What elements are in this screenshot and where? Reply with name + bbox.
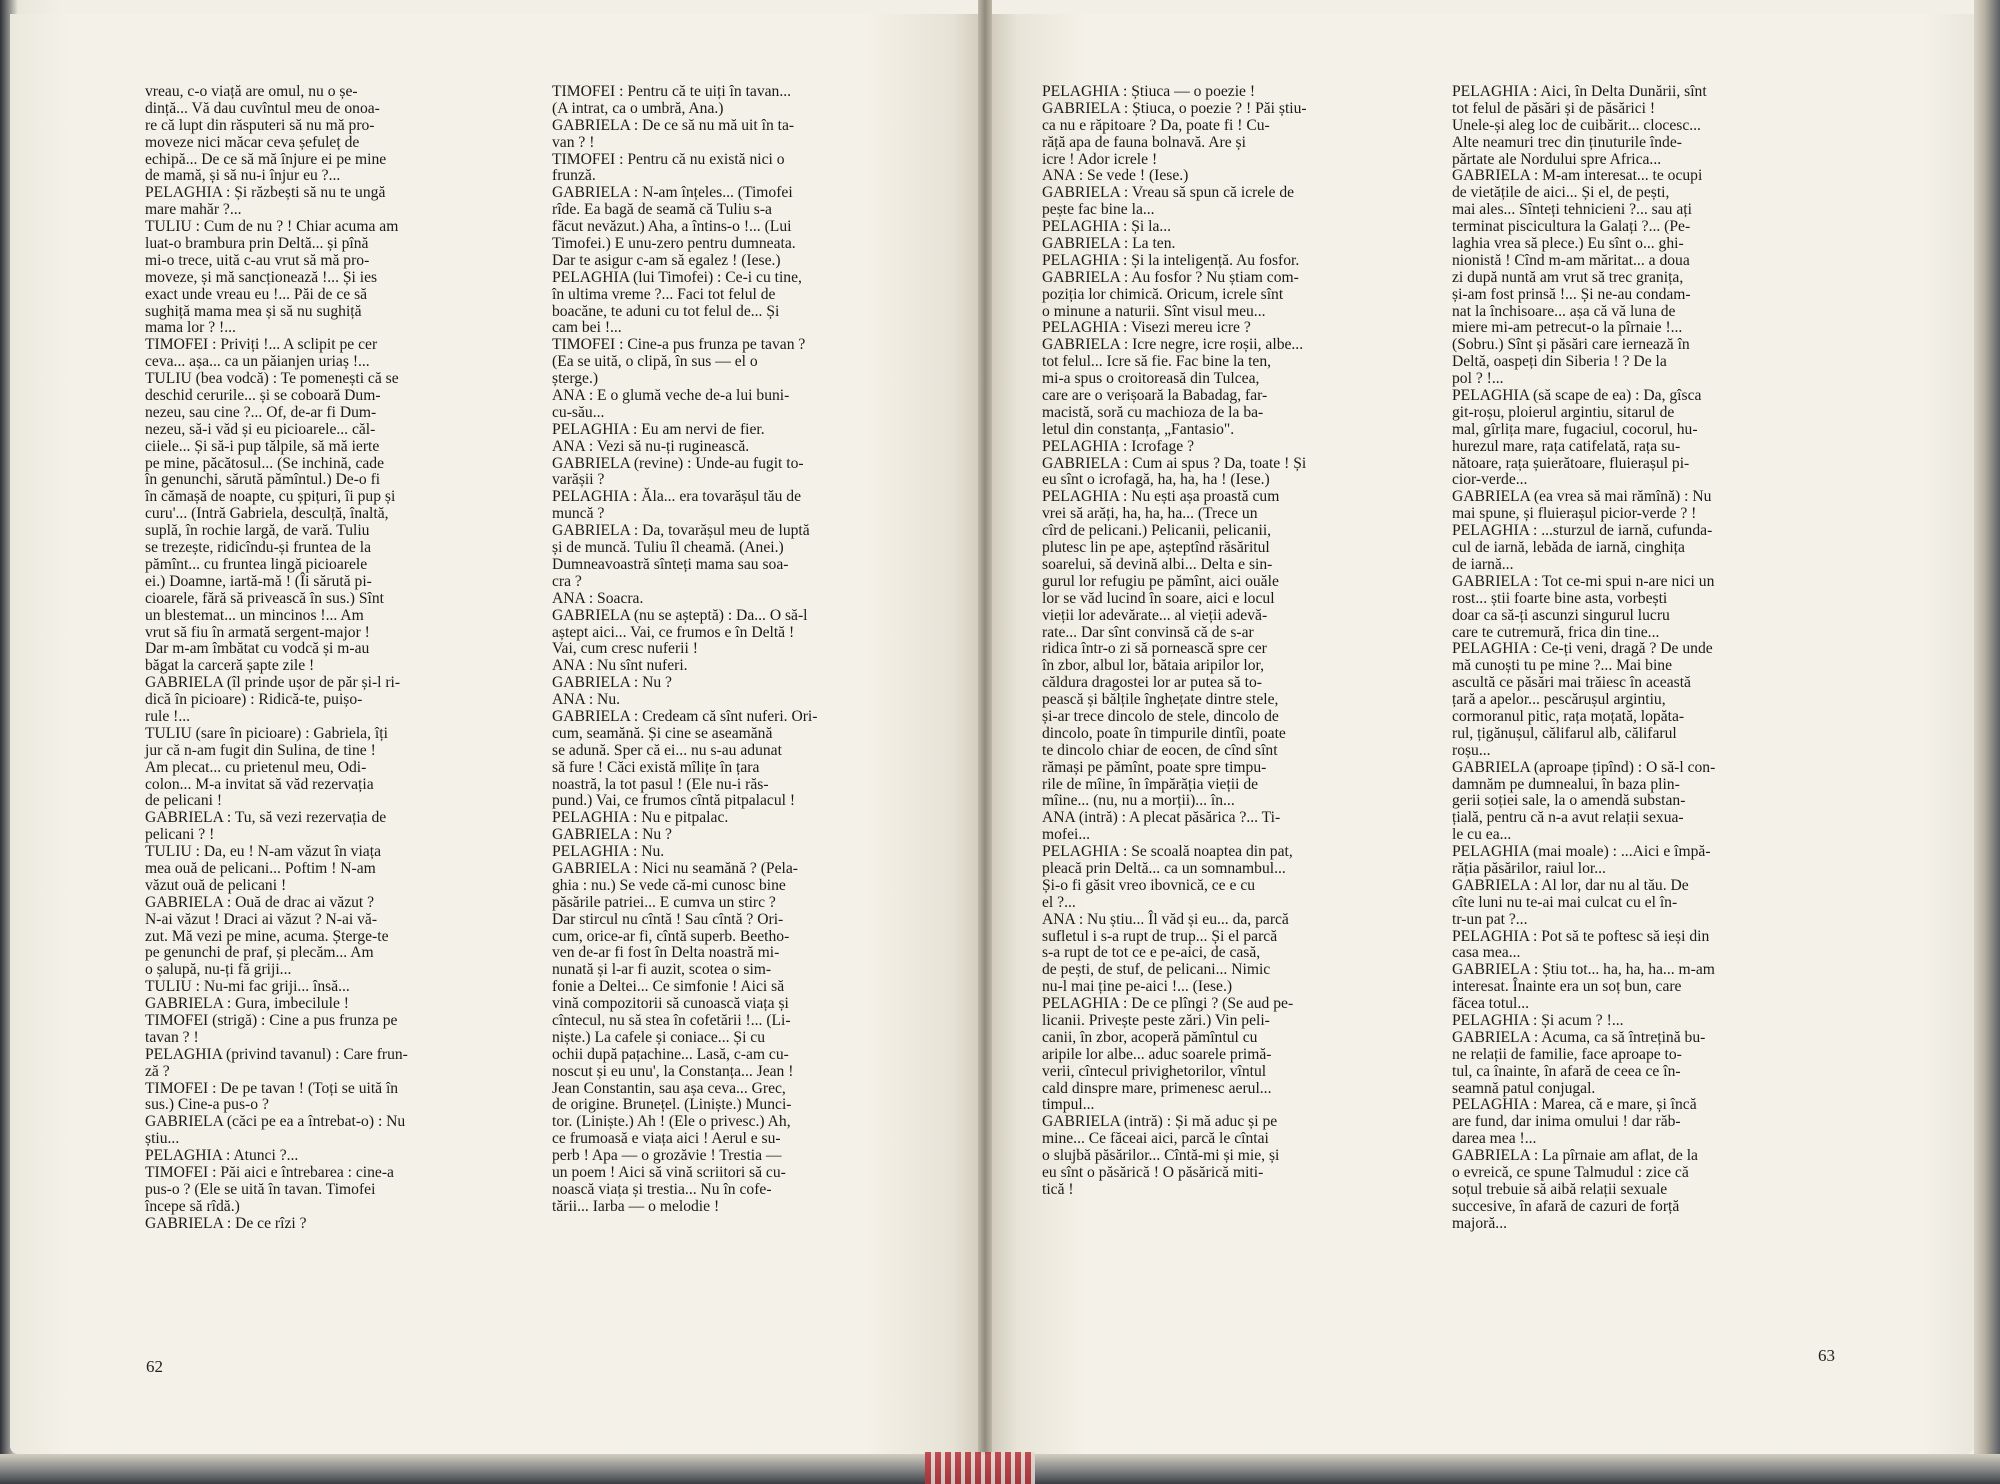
text-line: pe genunchi de praf, și plecăm... Am — [145, 944, 374, 962]
text-line: GABRIELA (aproape țipînd) : O să-l con- — [1452, 758, 1716, 776]
text-line: s-a rupt de tot ce e pe-aici, de casă, — [1042, 944, 1261, 962]
text-line: cra ? — [552, 572, 582, 590]
text-line: moveze, și mă sancționează !... Și ies — [145, 268, 378, 286]
text-line: tr-un pat ?... — [1452, 910, 1528, 928]
text-line: cam bei !... — [552, 319, 622, 337]
text-line: PELAGHIA : Eu am nervi de fier. — [552, 420, 765, 438]
text-line: mîine... (nu, nu a morții)... în... — [1042, 792, 1235, 810]
text-line: mofei... — [1042, 826, 1091, 844]
text-line: tot felul... Icre să fie. Fac bine la ten, — [1042, 353, 1272, 371]
text-line: re că lupt din răsputeri să nu mă pro- — [145, 116, 375, 134]
text-line: fonie a Deltei... Ce simfonie ! Aici să — [552, 978, 785, 996]
left-page-column-1 — [145, 84, 517, 1233]
text-line: mi-o trece, uită c-au vrut să mă pro- — [145, 251, 370, 269]
text-line: PELAGHIA : Ce-ți veni, dragă ? De unde — [1452, 640, 1713, 658]
text-line: TIMOFEI : Pentru că te uiți în tavan... — [552, 83, 792, 100]
text-line: PELAGHIA : Aici, în Delta Dunării, sînt — [1452, 83, 1707, 100]
text-line: canii, în zbor, acoperă pămîntul cu — [1042, 1028, 1258, 1046]
text-line: icre ! Ador icrele ! — [1042, 150, 1158, 168]
text-line: boacăne, te aduni cu tot felul de... Și — [552, 302, 780, 320]
text-line: mare mahăr ?... — [145, 201, 242, 219]
text-line: în genunchi, sărută pămîntul.) De-o fi — [145, 471, 381, 489]
text-line: GABRIELA (ea vrea să mai rămînă) : Nu — [1452, 488, 1712, 506]
text-line: dință... Vă dau cuvîntul meu de onoa- — [145, 99, 380, 117]
page-number-right: 63 — [1818, 1346, 1835, 1365]
text-line: o minune a naturii. Sînt visul meu... — [1042, 302, 1266, 320]
text-line: și de muncă. Tuliu îl cheamă. (Anei.) — [552, 539, 784, 557]
text-line: curu'... (Intră Gabriela, desculță, înaltă, — [145, 505, 389, 523]
text-line: aripile lor albe... aduc soarele primă- — [1042, 1045, 1272, 1063]
text-line: în cămașă de noapte, cu șpițuri, îi pup și — [145, 488, 396, 506]
text-line: GABRIELA : De ce rîzi ? — [145, 1214, 307, 1232]
text-line: licanii. Privește peste zări.) Vin peli- — [1042, 1011, 1270, 1029]
text-line: PELAGHIA : Visezi mereu icre ? — [1042, 319, 1251, 337]
bookmark-ribbon — [925, 1452, 1035, 1484]
text-line: băgat la carceră șapte zile ! — [145, 657, 315, 675]
text-line: rule !... — [145, 707, 191, 725]
text-line: începe să rîdă.) — [145, 1197, 240, 1215]
text-line: PELAGHIA : De ce plîngi ? (Se aud pe- — [1042, 995, 1294, 1013]
text-line: PELAGHIA : Și răzbești să nu te ungă — [145, 184, 386, 202]
text-line: cum, seamănă. Și cine se aseamănă — [552, 724, 773, 742]
text-line: frunză. — [552, 167, 596, 185]
text-line: de mamă, și să nu-i înjur eu ?... — [145, 167, 341, 185]
text-line: în ultima vreme ?... Faci tot felul de — [552, 285, 776, 303]
text-line: rul, țigănușul, călifarul alb, călifarul — [1452, 724, 1677, 742]
text-line: și-am fost prinsă !... Și ne-au condam- — [1452, 285, 1691, 303]
text-line: ANA : Soacra. — [552, 589, 644, 607]
text-line: van ? ! — [552, 133, 595, 151]
text-line: pund.) Vai, ce frumos cîntă pitpalacul ! — [552, 792, 796, 810]
text-line: cîntecul, nu să stea în cofetării !... (Li- — [552, 1011, 791, 1029]
text-line: GABRIELA : La ten. — [1042, 235, 1176, 253]
text-line: Dumneavoastră sînteți mama sau soa- — [552, 555, 789, 573]
text-line: soarelui, să devină albi... Delta e sin- — [1042, 555, 1273, 573]
text-line: TIMOFEI : Priviți !... A sclipit pe cer — [145, 336, 378, 354]
text-line: Și-o fi găsit vreo ibovnică, ce e cu — [1042, 876, 1256, 894]
text-line: nat la închisoare... așa că vă luna de — [1452, 302, 1676, 320]
text-line: macistă, soră cu machioza de la ba- — [1042, 403, 1264, 421]
text-line: tor. (Liniște.) Ah ! (Ele o privesc.) Ah, — [552, 1113, 791, 1131]
text-line: GABRIELA (revine) : Unde-au fugit to- — [552, 454, 804, 472]
text-line: făcea totul... — [1452, 995, 1530, 1013]
text-line: GABRIELA : Nici nu seamănă ? (Pela- — [552, 859, 798, 877]
text-line: ca nu e răpitoare ? Da, poate fi ! Cu- — [1042, 116, 1270, 134]
text-line: tul, ca înainte, în afară de ceea ce în- — [1452, 1062, 1681, 1080]
text-line: Alte neamuri trec din ținuturile înde- — [1452, 133, 1682, 151]
text-line: gerii soției sale, la o amendă substan- — [1452, 792, 1686, 810]
text-line: Am plecat... cu prietenul meu, Odi- — [145, 758, 367, 776]
text-line: succesive, în afară de cazuri de forță — [1452, 1197, 1680, 1215]
text-line: te dincolo chiar de eocen, de cînd sînt — [1042, 741, 1278, 759]
text-line: GABRIELA : Știuca, o poezie ? ! Păi știu- — [1042, 99, 1307, 117]
text-line: seamnă patul conjugal. — [1452, 1079, 1596, 1097]
text-line: cu-său... — [552, 403, 605, 421]
text-line: GABRIELA : Ouă de drac ai văzut ? — [145, 893, 375, 911]
text-line: deschid cerurile... și se coboară Dum- — [145, 387, 381, 405]
text-line: ce frumoasă e viața aici ! Aerul e su- — [552, 1130, 781, 1148]
text-line: ascultă ce păsări mai trăiesc în această — [1452, 674, 1691, 692]
text-line: interesat. Înainte era un soț bun, care — [1452, 978, 1682, 996]
text-line: moveze nici măcar ceva șefuleț de — [145, 133, 360, 151]
text-line: PELAGHIA : Ăla... era tovarășul tău de — [552, 488, 801, 506]
text-line: GABRIELA : Da, tovarășul meu de luptă — [552, 522, 810, 540]
text-line: GABRIELA : Tu, să vezi rezervația de — [145, 809, 387, 827]
text-line: jur că n-am fugit din Sulina, de tine ! — [145, 741, 376, 759]
text-line: o slujbă păsărilor... Cîntă-mi și mie, și — [1042, 1147, 1280, 1165]
text-line: TULIU : Nu-mi fac griji... însă... — [145, 978, 350, 996]
text-line: căldura dragostei lor ar putea să to- — [1042, 674, 1262, 692]
text-line: nionistă ! Cînd m-am măritat... a doua — [1452, 251, 1690, 269]
text-line: ochii după pațachine... Lasă, c-am cu- — [552, 1045, 789, 1063]
text-line: GABRIELA : Acuma, ca să întrețină bu- — [1452, 1028, 1706, 1046]
text-line: PELAGHIA : Se scoală noaptea din pat, — [1042, 843, 1293, 861]
text-line: mai ales... Sînteți tehnicieni ?... sau ați — [1452, 201, 1692, 219]
text-line: mal, gîrlița mare, fugaciul, cocorul, hu- — [1452, 420, 1698, 438]
text-line: noastră, la tot pasul ! (Ele nu-i răs- — [552, 775, 769, 793]
text-line: ANA : Se vede ! (Iese.) — [1042, 167, 1189, 185]
text-line: Dar m-am îmbătat cu vodcă și m-au — [145, 640, 370, 658]
text-line: GABRIELA : La pîrnaie am aflat, de la — [1452, 1147, 1698, 1165]
text-line: TIMOFEI : Pentru că nu există nici o — [552, 150, 785, 168]
text-line: nunată și l-ar fi auzit, scotea o sim- — [552, 961, 772, 979]
text-line: dică în picioare) : Ridică-te, puișo- — [145, 691, 363, 709]
text-line: rost... știi foarte bine asta, vorbești — [1452, 589, 1668, 607]
text-line: de iarnă... — [1452, 555, 1514, 573]
text-line: GABRIELA : Tot ce-mi spui n-are nici un — [1452, 572, 1715, 590]
text-line: GABRIELA : Au fosfor ? Nu știam com- — [1042, 268, 1299, 286]
text-line: TULIU (sare în picioare) : Gabriela, îți — [145, 724, 388, 742]
text-line: timpul... — [1042, 1096, 1095, 1114]
text-line: eu sînt o păsărică ! O păsărică miti- — [1042, 1164, 1264, 1181]
text-line: pește fac bine la... — [1042, 201, 1155, 219]
text-line: tavan ? ! — [145, 1028, 199, 1046]
text-line: GABRIELA : Al lor, dar nu al tău. De — [1452, 876, 1689, 894]
text-line: TIMOFEI : Păi aici e întrebarea : cine-a — [145, 1164, 394, 1181]
text-line: nătoare, rața șuierătoare, fluierașul pi- — [1452, 454, 1690, 472]
text-line: cul de iarnă, lebăda de iarnă, cinghița — [1452, 539, 1685, 557]
text-line: mai spune, și fluierașul picior-verde ? ! — [1452, 505, 1697, 523]
text-line: darea mea !... — [1452, 1130, 1537, 1148]
text-line: (A intrat, ca o umbră, Ana.) — [552, 99, 724, 117]
text-line: pelicani ? ! — [145, 826, 215, 844]
text-line: ANA : Nu știu... Îl văd și eu... da, parcă — [1042, 910, 1289, 928]
text-line: majoră... — [1452, 1214, 1507, 1232]
text-line: casa mea... — [1452, 944, 1521, 962]
text-line: GABRIELA : M-am interesat... te ocupi — [1452, 167, 1703, 185]
text-line: git-roșu, ploierul argintiu, sitarul de — [1452, 403, 1675, 421]
text-line: GABRIELA (îl prinde ușor de păr și-l ri- — [145, 674, 401, 692]
text-line: PELAGHIA (mai moale) : ...Aici e împă- — [1452, 843, 1711, 861]
text-line: TIMOFEI (strigă) : Cine a pus frunza pe — [145, 1011, 398, 1029]
text-line: colon... M-a invitat să văd rezervația — [145, 775, 374, 793]
text-line: cioarele, fără să privească în sus.) Sînt — [145, 589, 385, 607]
text-line: niște.) La cafele și coniace... Și cu — [552, 1028, 766, 1046]
text-line: TIMOFEI : Cine-a pus frunza pe tavan ? — [552, 336, 806, 354]
text-line: PELAGHIA : Nu ești așa proastă cum — [1042, 488, 1280, 506]
text-line: sughiță mama mea și să nu sughiță — [145, 302, 362, 320]
text-line: plutesc lin pe ape, așteptînd răsăritul — [1042, 539, 1270, 557]
text-line: se adună. Sper că ei... nu s-au adunat — [552, 741, 782, 759]
text-line: cormoranul pitic, rața moțată, lopăta- — [1452, 707, 1685, 725]
text-line: nezeu, sau cine ?... Of, de-ar fi Dum- — [145, 403, 377, 421]
text-line: ANA : Nu. — [552, 691, 621, 709]
text-line: ză ? — [145, 1062, 170, 1080]
text-line: de pești, de stuf, de pelicani... Nimic — [1042, 961, 1271, 979]
text-line: un poem ! Aici să vină scriitori să cu- — [552, 1164, 786, 1181]
text-line: terminat piscicultura la Galați ?... (Pe- — [1452, 218, 1691, 236]
text-line: are fund, dar inima omului ! dar răb- — [1452, 1113, 1681, 1131]
text-line: vieții lor adevărate... al vieții adevă- — [1042, 606, 1268, 624]
text-line: ciiele... Și să-i pup tălpile, să mă ierte — [145, 437, 380, 455]
text-line: de origine. Brunețel. (Liniște.) Munci- — [552, 1096, 792, 1114]
text-line: miere mi-am petrecut-o la pîrnaie !... — [1452, 319, 1683, 337]
text-line: PELAGHIA : Marea, că e mare, și încă — [1452, 1096, 1697, 1114]
text-line: PELAGHIA : Nu e pitpalac. — [552, 809, 729, 827]
text-line: Timofei.) E unu-zero pentru dumneata. — [552, 235, 796, 253]
text-line: păsările patriei... E cumva un stirc ? — [552, 893, 776, 911]
text-line: tării... Iarba — o melodie ! — [552, 1197, 720, 1215]
text-line: PELAGHIA : Și la inteligență. Au fosfor. — [1042, 251, 1300, 269]
text-line: vină compozitorii să cunoască viața și — [552, 995, 789, 1013]
text-line: ghia : nu.) Se vede că-mi cunosc bine — [552, 876, 786, 894]
text-line: (Ea se uită, o clipă, în sus — el o — [552, 353, 758, 371]
text-line: în zbor, albul lor, bătaia aripilor lor, — [1042, 657, 1264, 675]
text-line: pămînt... cu fruntea lingă picioarele — [145, 555, 368, 573]
text-line: pleacă prin Deltă... ca un somnambul... — [1042, 859, 1286, 877]
text-line: PELAGHIA : Nu. — [552, 843, 665, 861]
text-line: sus.) Cine-a pus-o ? — [145, 1096, 269, 1114]
text-line: gurul lor refugiu pe pămînt, aici ouăle — [1042, 572, 1279, 590]
text-line: ne relații de familie, face aproape to- — [1452, 1045, 1682, 1063]
book-gutter — [978, 0, 992, 1484]
text-line: Unele-și aleg loc de cuibărit... clocesc... — [1452, 116, 1701, 134]
text-line: roșu... — [1452, 741, 1491, 759]
text-line: și-ar trece dincolo de stele, dincolo de — [1042, 707, 1279, 725]
text-line: care are o verișoară la Babadag, far- — [1042, 387, 1268, 405]
text-line: suplă, în rochie largă, de vară. Tuliu — [145, 522, 370, 540]
text-line: ANA : E o glumă veche de-a lui buni- — [552, 387, 790, 405]
text-line: eu sînt o icrofagă, ha, ha, ha ! (Iese.) — [1042, 471, 1270, 489]
text-line: GABRIELA : De ce să nu mă uit în ta- — [552, 116, 795, 134]
text-line: ceva... așa... ca un păianjen uriaș !... — [145, 353, 370, 371]
text-line: hurezul mare, rața catifelată, rața su- — [1452, 437, 1681, 455]
text-line: verii, cîntecul privighetorilor, vîntul — [1042, 1062, 1267, 1080]
text-line: muncă ? — [552, 505, 605, 523]
text-line: exact unde vreau eu !... Păi de ce să — [145, 285, 368, 303]
text-line: TIMOFEI : De pe tavan ! (Toți se uită în — [145, 1079, 399, 1097]
right-page-column-1 — [1042, 84, 1414, 1199]
text-line: pus-o ? (Ele se uită în tavan. Timofei — [145, 1180, 376, 1198]
text-line: făcut nevăzut.) Aha, a întins-o !... (Lui — [552, 218, 792, 236]
text-line: ANA : Nu sînt nuferi. — [552, 657, 688, 675]
text-line: GABRIELA : Cum ai spus ? Da, toate ! Și — [1042, 454, 1307, 472]
text-line: PELAGHIA : Atunci ?... — [145, 1147, 299, 1165]
text-line: tot felul de păsări și de păsărici ! — [1452, 99, 1656, 117]
text-line: de vietățile de aici... Și el, de pești, — [1452, 184, 1670, 202]
text-line: nu-l mai ține pe-aici !... (Iese.) — [1042, 978, 1233, 996]
text-line: răță apa de fauna bolnavă. Are și — [1042, 133, 1246, 151]
text-line: de pelicani ! — [145, 792, 223, 810]
text-line: ven de-ar fi fost în Delta noastră mi- — [552, 944, 780, 962]
text-line: PELAGHIA : Pot să te poftesc să ieși din — [1452, 927, 1710, 945]
text-line: echipă... De ce să mă înjure ei pe mine — [145, 150, 387, 168]
text-line: GABRIELA : Icre negre, icre roșii, albe... — [1042, 336, 1304, 354]
text-line: GABRIELA : Credeam că sînt nuferi. Ori- — [552, 707, 818, 725]
text-line: răția păsărilor, raiul lor... — [1452, 859, 1606, 877]
text-line: GABRIELA (căci pe ea a întrebat-o) : Nu — [145, 1113, 406, 1131]
text-line: perb ! Apa — o grozăvie ! Trestia — — [552, 1147, 782, 1165]
text-line: cior-verde... — [1452, 471, 1528, 489]
text-line: GABRIELA (intră) : Și mă aduc și pe — [1042, 1113, 1278, 1131]
text-line: Jean Constantin, sau așa ceva... Grec, — [552, 1079, 786, 1097]
text-line: se trezește, ridicîndu-și fruntea de la — [145, 539, 372, 557]
text-line: rîde. Ea bagă de seamă că Tuliu s-a — [552, 201, 772, 219]
text-line: cum, orice-ar fi, cîntă superb. Beetho- — [552, 927, 790, 945]
text-line: un blestemat... un mincinos !... Am — [145, 606, 364, 624]
text-line: TULIU (bea vodcă) : Te pomenești că se — [145, 370, 399, 388]
text-line: laghia vrea să plece.) Eu sînt o... ghi- — [1452, 235, 1684, 253]
left-page-column-2 — [552, 84, 924, 1216]
text-line: GABRIELA (nu se așteptă) : Da... O să-l — [552, 606, 808, 624]
text-line: zi după nuntă am vrut să trec granița, — [1452, 268, 1684, 286]
text-line: o șalupă, nu-ți fă griji... — [145, 961, 292, 979]
text-line: Deltă, oaspeți din Siberia ! ? De la — [1452, 353, 1667, 371]
text-line: PELAGHIA (să scape de ea) : Da, gîsca — [1452, 387, 1702, 405]
text-line: mine... Ce făceai aici, parcă le cîntai — [1042, 1130, 1269, 1148]
text-line: TULIU : Da, eu ! N-am văzut în viața — [145, 843, 381, 861]
text-line: cîte luni nu te-ai mai culcat cu el în- — [1452, 893, 1678, 911]
text-line: mă cunoști tu pe mine ?... Mai bine — [1452, 657, 1672, 675]
text-line: PELAGHIA (privind tavanul) : Care frun- — [145, 1045, 408, 1063]
text-line: PELAGHIA (lui Timofei) : Ce-i cu tine, — [552, 268, 802, 286]
text-line: părtate ale Nordului spre Africa... — [1452, 150, 1662, 168]
text-line: vreau, c-o viață are omul, nu o șe- — [145, 83, 358, 100]
text-line: să fure ! Căci există mîlițe în țara — [552, 758, 760, 776]
text-line: rămași pe pămînt, poate spre timpu- — [1042, 758, 1267, 776]
text-line: GABRIELA : Știu tot... ha, ha, ha... m-am — [1452, 961, 1715, 979]
text-line: GABRIELA : Nu ? — [552, 826, 672, 844]
text-line: tică ! — [1042, 1180, 1074, 1198]
text-line: le cu ea... — [1452, 826, 1512, 844]
page-edge — [1974, 0, 2000, 1484]
text-line: cald dinspre mare, primenesc aerul... — [1042, 1079, 1272, 1097]
text-line: mea ouă de pelicani... Poftim ! N-am — [145, 859, 376, 877]
text-line: soțul trebuie să aibă relații sexuale — [1452, 1180, 1668, 1198]
text-line: vrei să arăți, ha, ha, ha... (Trece un — [1042, 505, 1258, 523]
text-line: ANA : Vezi să nu-ți ruginească. — [552, 437, 750, 455]
text-line: o evreică, ce spune Talmudul : zice că — [1452, 1164, 1689, 1181]
text-line: ei.) Doamne, iartă-mă ! (Îi sărută pi- — [145, 572, 372, 590]
text-line: el ?... — [1042, 893, 1076, 911]
text-line: țială, pentru că n-a avut relații sexua- — [1452, 809, 1684, 827]
text-line: doar ca să-ți ascunzi singurul lucru — [1452, 606, 1670, 624]
text-line: rate... Dar sînt convinsă că de s-ar — [1042, 623, 1254, 641]
text-line: sufletul i s-a rupt de trup... Și el parcă — [1042, 927, 1278, 945]
text-line: pească și bălțile înghețate dintre stele, — [1042, 691, 1279, 709]
text-line: poziția lor chimică. Oricum, icrele sînt — [1042, 285, 1284, 303]
text-line: damnăm pe dumnealui, în baza plin- — [1452, 775, 1680, 793]
text-line: luat-o brambura prin Deltă... și pînă — [145, 235, 369, 253]
text-line: mama lor ? !... — [145, 319, 236, 337]
text-line: GABRIELA : Vreau să spun că icrele de — [1042, 184, 1295, 202]
text-line: Dar stircul nu cîntă ! Sau cîntă ? Ori- — [552, 910, 784, 928]
text-line: GABRIELA : Nu ? — [552, 674, 672, 692]
text-line: PELAGHIA : ...sturzul de iarnă, cufunda- — [1452, 522, 1713, 540]
text-line: TULIU : Cum de nu ? ! Chiar acuma am — [145, 218, 399, 236]
text-line: mi-a spus o croitoreasă din Tulcea, — [1042, 370, 1260, 388]
text-line: varășii ? — [552, 471, 605, 489]
text-line: nezeu, să-i văd și eu picioarele... căl- — [145, 420, 376, 438]
text-line: lor se văd lucind în soare, aici e locul — [1042, 589, 1275, 607]
text-line: rile de mîine, în împărăția vieții de — [1042, 775, 1259, 793]
text-line: știu... — [145, 1130, 180, 1148]
text-line: aștept aici... Vai, ce frumos e în Deltă ! — [552, 623, 795, 641]
text-line: noscut și eu unu', la Constanța... Jean ! — [552, 1062, 794, 1080]
text-line: vrut să fiu în armată sergent-major ! — [145, 623, 370, 641]
text-line: GABRIELA : N-am înțeles... (Timofei — [552, 184, 793, 202]
text-line: cîrd de pelicani.) Pelicanii, pelicanii, — [1042, 522, 1272, 540]
page-number-left: 62 — [146, 1357, 163, 1376]
text-line: pol ? !... — [1452, 370, 1504, 388]
text-line: ANA (intră) : A plecat păsărica ?... Ti- — [1042, 809, 1281, 827]
text-line: văzut ouă de pelicani ! — [145, 876, 287, 894]
text-line: Dar te asigur c-am să egalez ! (Iese.) — [552, 251, 781, 269]
text-line: PELAGHIA : Și la... — [1042, 218, 1172, 236]
text-line: (Sobru.) Sînt și păsări care iernează în — [1452, 336, 1690, 354]
text-line: noască viața și trestia... Nu în cofe- — [552, 1180, 772, 1198]
text-line: pe mine, păcătosul... (Se inchină, cade — [145, 454, 385, 472]
text-line: letul din constanța, „Fantasio". — [1042, 420, 1235, 438]
text-line: PELAGHIA : Știuca — o poezie ! — [1042, 83, 1256, 100]
text-line: șterge.) — [552, 370, 599, 388]
text-line: dincolo, poate în timpurile dintîi, poate — [1042, 724, 1286, 742]
text-line: N-ai văzut ! Draci ai văzut ? N-ai vă- — [145, 910, 378, 928]
text-line: ridica într-o zi să pornească spre cer — [1042, 640, 1267, 658]
text-line: țară a apelor... pescărușul argintiu, — [1452, 691, 1666, 709]
text-line: PELAGHIA : Și acum ? !... — [1452, 1011, 1624, 1029]
text-line: GABRIELA : Gura, imbecilule ! — [145, 995, 349, 1013]
text-line: care te cutremură, frica din tine... — [1452, 623, 1660, 641]
text-line: Vai, cum cresc nuferii ! — [552, 640, 698, 658]
right-page-column-2 — [1452, 84, 1824, 1233]
text-line: PELAGHIA : Icrofage ? — [1042, 437, 1194, 455]
text-line: zut. Mă vezi pe mine, acuma. Șterge-te — [145, 927, 389, 945]
